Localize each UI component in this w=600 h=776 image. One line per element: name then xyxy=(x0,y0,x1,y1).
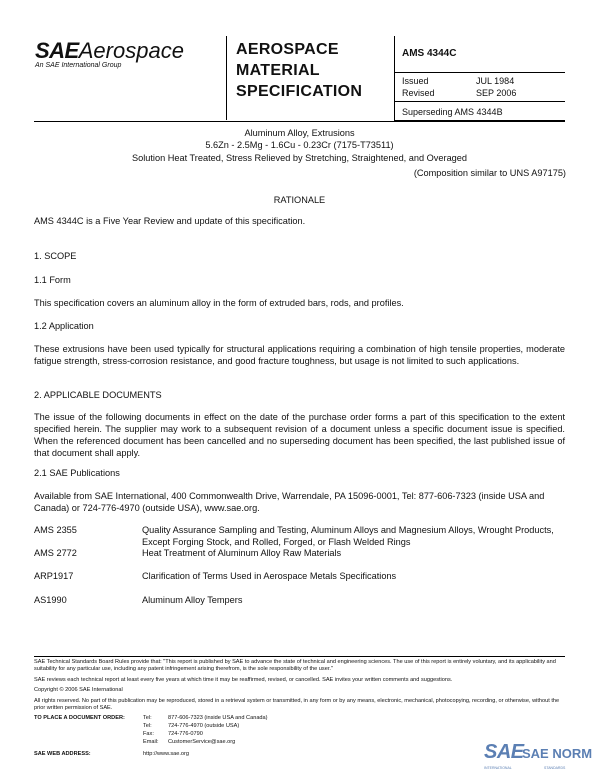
section-1-1-heading: 1.1 Form xyxy=(34,275,71,285)
tel2-value: 724-776-4970 (outside USA) xyxy=(168,723,240,729)
web-label: SAE WEB ADDRESS: xyxy=(34,751,91,757)
email-link[interactable]: CustomerService@sae.org xyxy=(168,739,236,745)
section-1-1-text: This specification covers an aluminum alloy in the form of extruded bars, rods, and profiles. xyxy=(34,298,404,308)
reference-code: ARP1917 xyxy=(34,571,74,581)
stamp-norm-text: SAE NORM xyxy=(522,746,593,761)
reference-title: Aluminum Alloy Tempers xyxy=(142,595,243,605)
section-2-1-text: Available from SAE International, 400 Commonwealth Drive, Warrendale, PA 15096-0001, Tel: 877-606-7323 (inside USA and Canada) or 724-776-4970 (outside USA), www.sae.org. xyxy=(34,491,545,513)
reference-title: Clarification of Terms Used in Aerospace Metals Specifications xyxy=(142,571,397,581)
revised-label: Revised xyxy=(402,88,435,98)
footer-rule xyxy=(34,656,565,657)
header-rule-2 xyxy=(394,101,565,102)
section-1-heading: 1. SCOPE xyxy=(34,251,77,261)
fax-label: Fax: xyxy=(143,731,154,737)
reference-title: Quality Assurance Sampling and Testing, Aluminum Alloys and Magnesium Alloys, Wrought Products, Except Forging Stock, and Rolled, Forged, or Flash Welded Rings xyxy=(142,525,554,547)
logo-sae-text: SAE xyxy=(35,38,79,63)
email-label: Email: xyxy=(143,739,159,745)
stamp-sae-logo: SAE xyxy=(484,741,524,763)
section-1-2-heading: 1.2 Application xyxy=(34,321,94,331)
header-rule-1 xyxy=(394,72,565,73)
subject-line-2: 5.6Zn - 2.5Mg - 1.6Cu - 0.23Cr (7175-T73511) xyxy=(205,140,394,150)
spec-title-line-2: MATERIAL xyxy=(236,62,320,79)
spec-title-line-3: SPECIFICATION xyxy=(236,83,363,100)
header-divider-left xyxy=(226,36,227,120)
tel1-value: 877-606-7323 (inside USA and Canada) xyxy=(168,715,268,721)
sae-norm-stamp xyxy=(484,741,593,773)
header-bottom-rule xyxy=(34,121,565,122)
order-label: TO PLACE A DOCUMENT ORDER: xyxy=(34,715,125,721)
subject-line-3: Solution Heat Treated, Stress Relieved by Stretching, Straightened, and Overaged xyxy=(131,153,468,163)
sae-aerospace-logo xyxy=(35,38,184,64)
stamp-sub-right: STANDARDS xyxy=(544,766,566,770)
rationale-heading: RATIONALE xyxy=(273,195,326,205)
reference-code: AMS 2355 xyxy=(34,525,77,535)
tel2-label: Tel: xyxy=(143,723,152,729)
issued-date: JUL 1984 xyxy=(476,76,515,86)
subject-line-4: (Composition similar to UNS A97175) xyxy=(413,168,566,178)
logo-subtitle: An SAE International Group xyxy=(35,62,122,69)
reference-code: AS1990 xyxy=(34,595,67,605)
footer-review-text: SAE reviews each technical report at least every five years at which time it may be reaffirmed, revised, or cancelled. SAE invites your written comments and suggestions. xyxy=(34,677,453,683)
subject-line-1: Aluminum Alloy, Extrusions xyxy=(244,128,355,138)
issued-label: Issued xyxy=(402,76,429,86)
reference-code: AMS 2772 xyxy=(34,548,77,558)
superseding-note: Superseding AMS 4344B xyxy=(402,107,503,117)
footer-copyright: Copyright © 2006 SAE International xyxy=(34,687,123,693)
header-divider-right xyxy=(394,36,395,120)
tel1-label: Tel: xyxy=(143,715,152,721)
logo-aerospace-text: Aerospace xyxy=(78,38,184,63)
section-1-2-text: These extrusions have been used typically for structural applications requiring a combination of high tensile properties, moderate fatigue strength, stress-corrosion resistance, and good fracture toughness, but usage is not limited to such applications. xyxy=(34,344,565,366)
fax-value: 724-776-0790 xyxy=(168,731,203,737)
stamp-sub-left: INTERNATIONAL xyxy=(484,766,512,770)
web-link[interactable]: http://www.sae.org xyxy=(143,751,190,757)
revised-date: SEP 2006 xyxy=(476,88,517,98)
reference-title: Heat Treatment of Aluminum Alloy Raw Materials xyxy=(142,548,342,558)
footer-rights-text: All rights reserved. No part of this publication may be reproduced, stored in a retrieval system or transmitted, in any form or by any means, electronic, mechanical, photocopying, recording, or otherwise, without the prior written permission of SAE. xyxy=(34,698,560,711)
spec-title-line-1: AEROSPACE xyxy=(236,41,339,58)
document-number: AMS 4344C xyxy=(402,48,457,59)
rationale-text: AMS 4344C is a Five Year Review and update of this specification. xyxy=(34,216,306,226)
footer-rules-text: SAE Technical Standards Board Rules provide that: "This report is published by SAE to advance the state of technical and engineering sciences. The use of this report is entirely voluntary, and its applicability and suitability for any particular use, including any patent infringement arising therefrom, is the sole responsibility of the user." xyxy=(34,659,556,672)
section-2-heading: 2. APPLICABLE DOCUMENTS xyxy=(34,390,162,400)
section-2-1-heading: 2.1 SAE Publications xyxy=(34,468,120,478)
section-2-text: The issue of the following documents in effect on the date of the purchase order forms a part of this specification to the extent specified herein. The supplier may work to a subsequent revision of a document unless a specific document issue is specified. When the referenced document has been cancelled and no superseding document has been specified, the last published issue of that document shall apply. xyxy=(34,412,565,458)
